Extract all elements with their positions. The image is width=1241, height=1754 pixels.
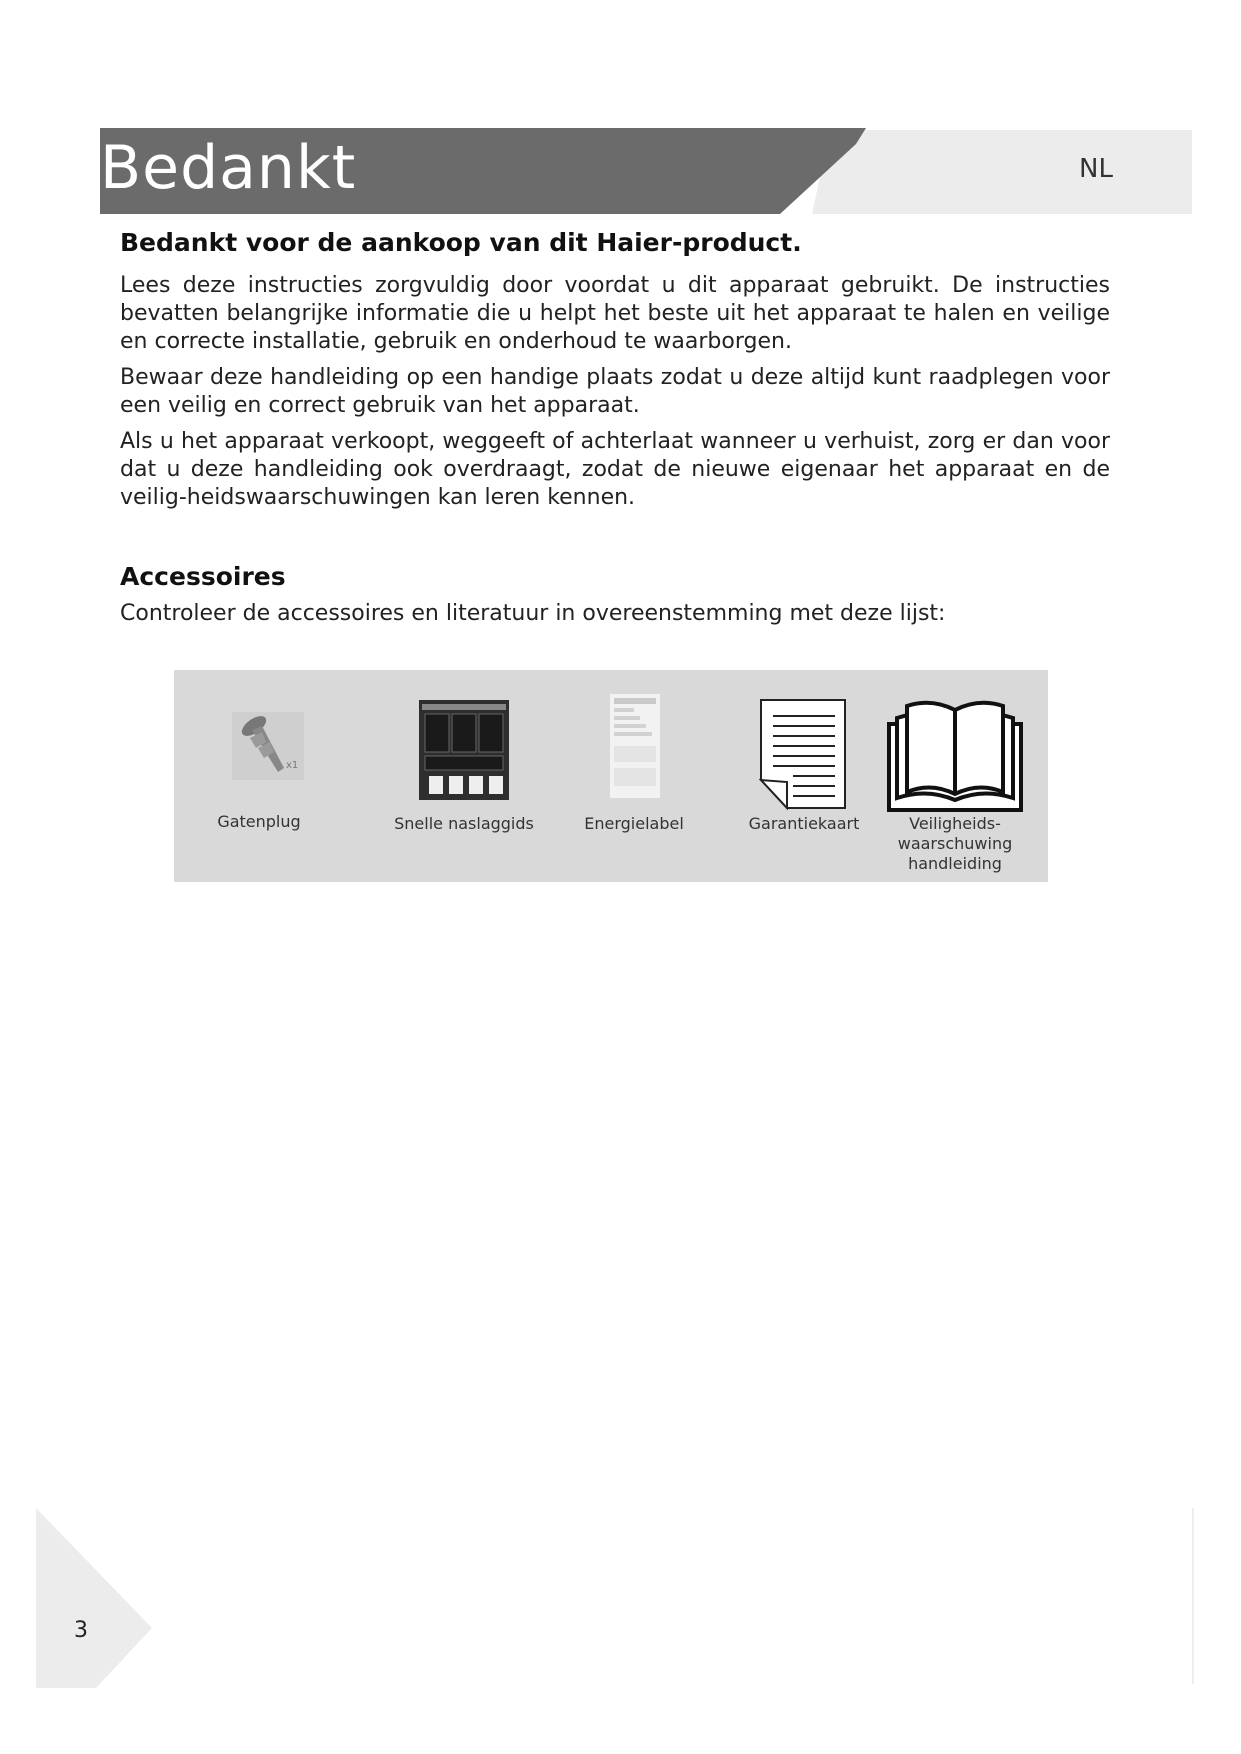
page-number: 3 bbox=[74, 1618, 88, 1643]
accessory-label-warranty-card: Garantiekaart bbox=[748, 814, 860, 833]
accessory-label-quick-guide: Snelle naslaggids bbox=[394, 814, 534, 833]
accessory-item-quick-guide bbox=[374, 670, 554, 882]
intro-paragraph-2: Bewaar deze handleiding op een handige plaats zodat u deze altijd kunt raadplegen voor een veilig en correct gebruik van het apparaat. bbox=[120, 365, 1110, 418]
accessory-label-safety-manual: Veiligheids- waarschuwing handleiding bbox=[897, 814, 1013, 873]
manual-book-icon bbox=[887, 698, 1023, 812]
accessories-panel bbox=[174, 670, 1048, 882]
accessory-label-plug: Gatenplug bbox=[217, 812, 301, 831]
intro-paragraph-3: Als u het apparaat verkoopt, weggeeft of achterlaat wanneer u verhuist, zorg er dan voor dat u deze handleiding ook overdraagt, zodat de nieuwe eigenaar het apparaat en de veilig-heidswaarschuwingen kan leren kennen. bbox=[120, 429, 1110, 510]
accessory-item-warranty-card bbox=[724, 670, 884, 882]
energy-label-icon bbox=[610, 694, 660, 798]
accessory-label-energy-label: Energielabel bbox=[584, 814, 684, 833]
language-code: NL bbox=[1079, 154, 1113, 184]
accessory-item-safety-manual bbox=[880, 670, 1030, 882]
quick-guide-icon bbox=[419, 700, 509, 800]
accessories-heading: Accessoires bbox=[120, 562, 286, 591]
intro-heading: Bedankt voor de aankoop van dit Haier-product. bbox=[120, 228, 802, 257]
margin-rule bbox=[1192, 1508, 1194, 1684]
plug-qty: x1 bbox=[286, 760, 299, 771]
warranty-card-icon bbox=[759, 698, 849, 810]
plug-icon bbox=[232, 712, 304, 780]
accessory-item-plug bbox=[184, 670, 334, 882]
accessories-intro: Controleer de accessoires en literatuur in overeenstemming met deze lijst: bbox=[120, 601, 946, 626]
intro-paragraph-1: Lees deze instructies zorgvuldig door voordat u dit apparaat gebruikt. De instructies bevatten belangrijke informatie die u helpt het beste uit het apparaat te halen en veilige en correcte installatie, gebruik en onderhoud te waarborgen. bbox=[120, 273, 1110, 354]
page-title: Bedankt bbox=[100, 133, 357, 203]
page-corner-decoration bbox=[36, 1508, 166, 1688]
accessory-item-energy-label bbox=[564, 670, 704, 882]
